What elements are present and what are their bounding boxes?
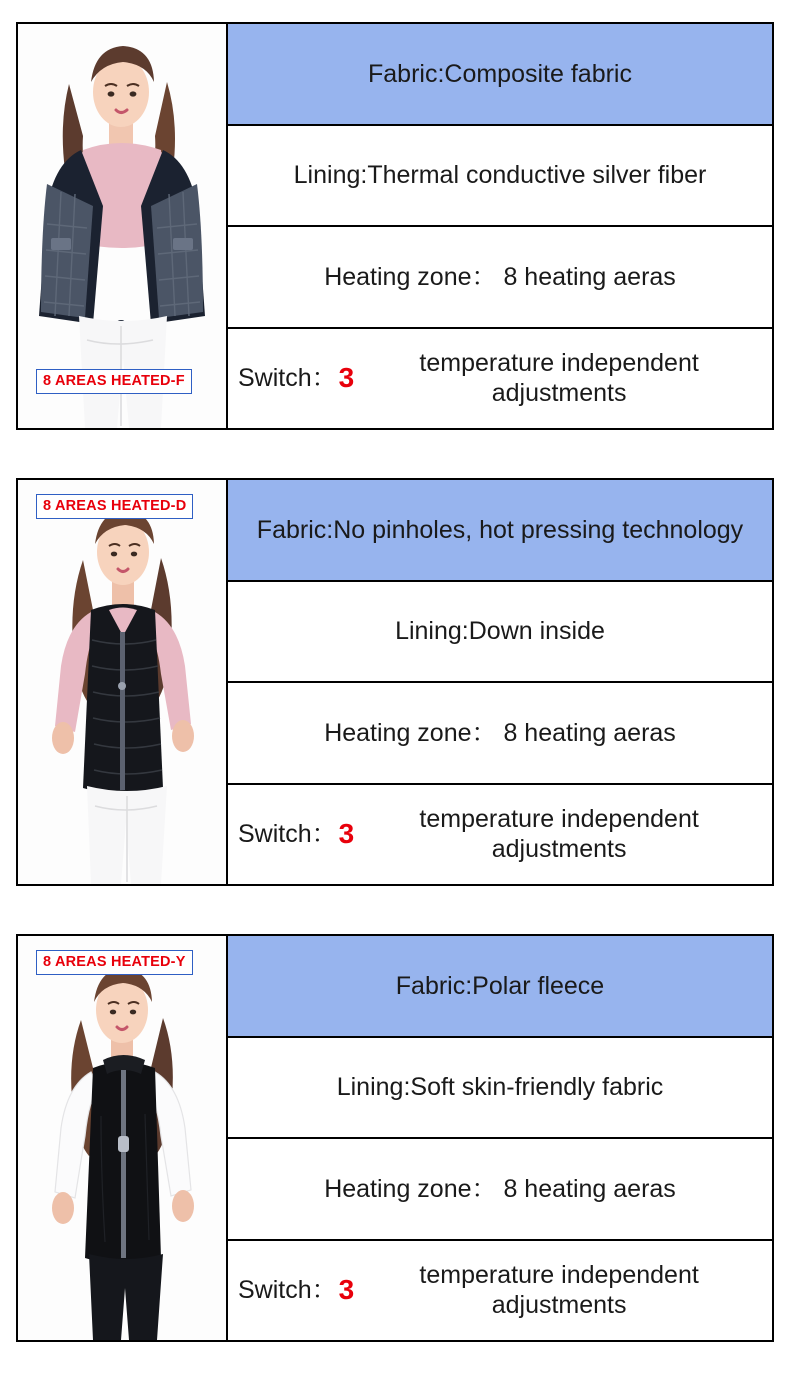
spec-prefix: Switch：	[238, 1276, 337, 1304]
product-photo	[18, 936, 228, 1340]
spec-suffix: temperature independent adjustments	[419, 1260, 699, 1320]
spec-prefix: Switch：	[238, 364, 337, 392]
spec-row	[228, 683, 772, 785]
spec-list	[228, 24, 772, 428]
spec-number: 3	[338, 818, 355, 850]
spec-card	[16, 22, 774, 430]
model-illustration	[18, 24, 226, 428]
spec-row	[228, 1241, 772, 1341]
spec-row	[228, 582, 772, 684]
product-badge: 8 AREAS HEATED-F	[36, 369, 192, 394]
product-badge: 8 AREAS HEATED-Y	[36, 950, 193, 975]
spec-row	[228, 1139, 772, 1241]
model-illustration	[18, 480, 226, 884]
spec-text: Fabric:Polar fleece	[395, 971, 605, 1000]
spec-row	[228, 227, 772, 329]
model-illustration-svg	[18, 24, 226, 428]
model-illustration-svg	[18, 480, 226, 884]
spec-card	[16, 478, 774, 886]
spec-text: Fabric:Composite fabric	[368, 59, 632, 88]
spec-suffix: temperature independent adjustments	[419, 804, 699, 864]
spec-text: Heating zone： 8 heating aeras	[324, 262, 676, 291]
spec-text: Lining:Down inside	[395, 617, 605, 645]
model-illustration-svg	[18, 936, 226, 1340]
spec-row	[228, 1038, 772, 1140]
product-badge: 8 AREAS HEATED-D	[36, 494, 193, 519]
spec-card	[16, 934, 774, 1342]
spec-text: Lining:Soft skin-friendly fabric	[336, 1073, 664, 1101]
spec-row	[228, 24, 772, 126]
spec-list	[228, 936, 772, 1340]
spec-row	[228, 785, 772, 885]
spec-number: 3	[338, 1274, 355, 1306]
spec-row	[228, 936, 772, 1038]
spec-text: Heating zone： 8 heating aeras	[324, 1174, 676, 1203]
spec-row	[228, 126, 772, 228]
product-photo	[18, 24, 228, 428]
spec-prefix: Switch：	[238, 820, 337, 848]
spec-text: Fabric:No pinholes, hot pressing technology	[256, 515, 744, 544]
spec-list	[228, 480, 772, 884]
model-illustration	[18, 936, 226, 1340]
spec-suffix: temperature independent adjustments	[419, 348, 699, 408]
spec-number: 3	[338, 362, 355, 394]
spec-text: Lining:Thermal conductive silver fiber	[293, 161, 707, 189]
product-photo	[18, 480, 228, 884]
spec-row	[228, 480, 772, 582]
spec-row	[228, 329, 772, 429]
spec-text: Heating zone： 8 heating aeras	[324, 718, 676, 747]
